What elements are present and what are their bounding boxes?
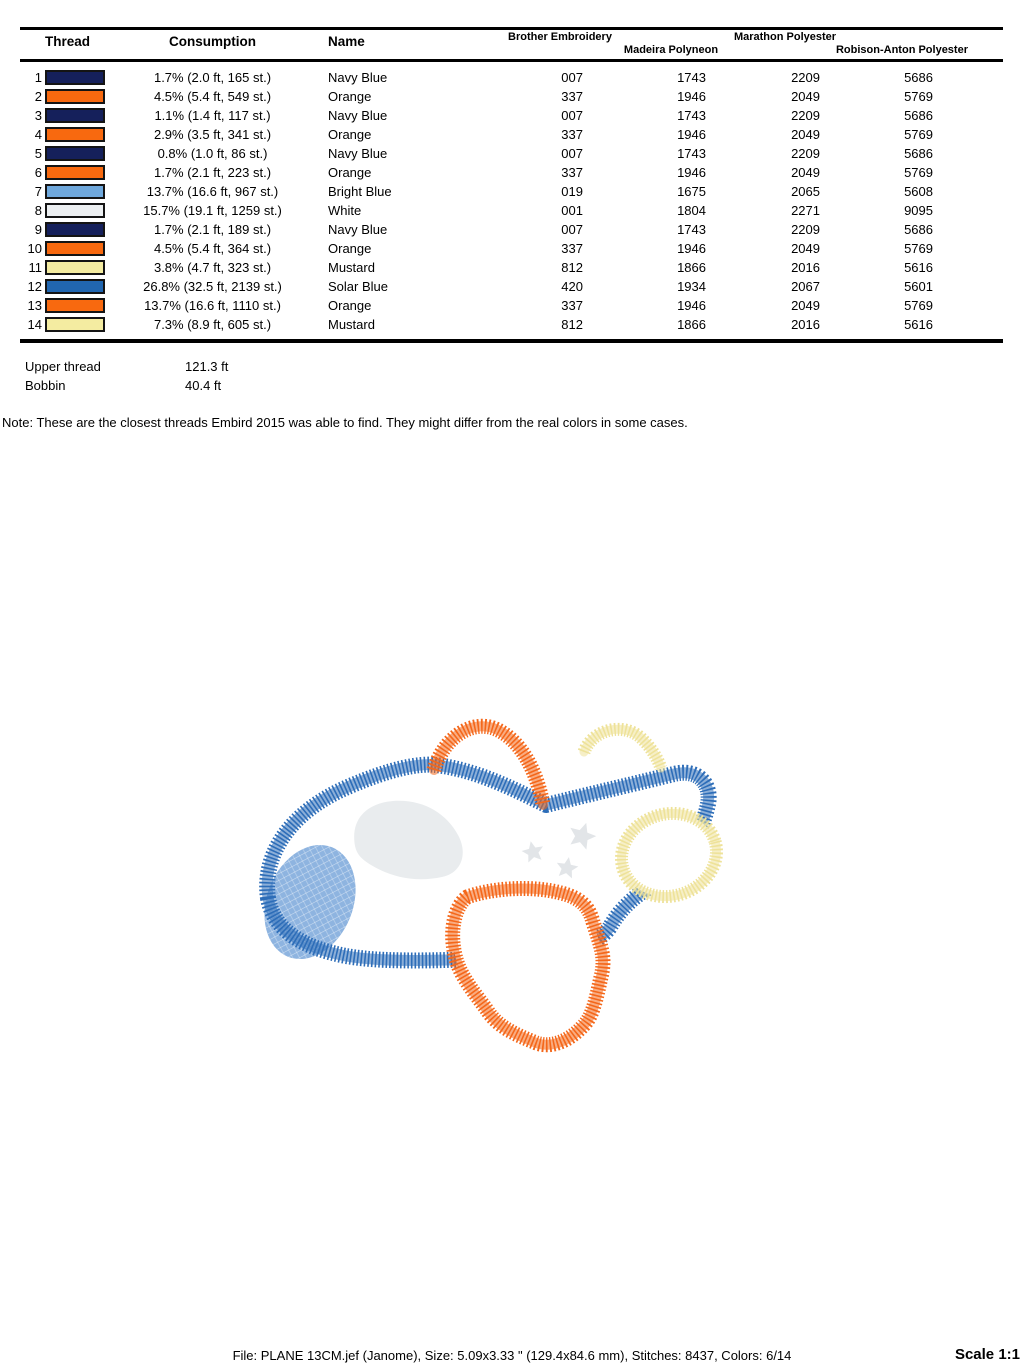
thread-color-swatch — [45, 260, 105, 275]
thread-color-swatch — [45, 146, 105, 161]
table-row — [20, 220, 1003, 239]
thread-table — [20, 68, 1003, 334]
code-marathon-polyester: 2049 — [791, 89, 820, 104]
code-brother-embroidery: 337 — [561, 241, 583, 256]
thread-consumption: 15.7% (19.1 ft, 1259 st.) — [143, 203, 282, 218]
column-header-thread: Thread — [44, 34, 90, 49]
upper-thread-row — [25, 357, 228, 376]
thread-swatch-cell — [45, 298, 115, 313]
star-icons — [520, 819, 599, 879]
table-row — [20, 87, 1003, 106]
thread-swatch-cell — [45, 260, 115, 275]
code-brother-embroidery: 007 — [561, 70, 583, 85]
star-icon — [555, 855, 580, 879]
code-robison-anton-polyester: 5769 — [904, 89, 933, 104]
thread-swatch-cell — [45, 222, 115, 237]
table-row — [20, 106, 1003, 125]
code-madeira-polyneon: 1866 — [677, 260, 706, 275]
code-brother-embroidery: 337 — [561, 298, 583, 313]
thread-name: Bright Blue — [328, 184, 392, 199]
upper-thread-value: 121.3 ft — [185, 359, 229, 374]
thread-consumption: 1.1% (1.4 ft, 117 st.) — [154, 108, 271, 123]
code-marathon-polyester: 2271 — [791, 203, 820, 218]
thread-number: 8 — [34, 203, 42, 218]
column-header-brother-embroidery: Brother Embroidery — [508, 31, 612, 43]
code-robison-anton-polyester: 9095 — [904, 203, 933, 218]
thread-number: 4 — [34, 127, 42, 142]
code-marathon-polyester: 2065 — [791, 184, 820, 199]
code-madeira-polyneon: 1743 — [677, 146, 706, 161]
code-robison-anton-polyester: 5686 — [904, 108, 933, 123]
thread-name: Solar Blue — [328, 279, 388, 294]
table-row — [20, 201, 1003, 220]
thread-color-swatch — [45, 127, 105, 142]
code-robison-anton-polyester: 5769 — [904, 165, 933, 180]
code-brother-embroidery: 337 — [561, 127, 583, 142]
upper-thread-label: Upper thread — [25, 359, 101, 374]
column-header-marathon-polyester: Marathon Polyester — [733, 31, 837, 43]
footer-file-info: File: PLANE 13CM.jef (Janome), Size: 5.09x3.33 " (129.4x84.6 mm), Stitches: 8437, Colors: 6/14 — [232, 1348, 792, 1363]
thread-number: 9 — [34, 222, 42, 237]
table-row — [20, 277, 1003, 296]
code-robison-anton-polyester: 5686 — [904, 146, 933, 161]
column-header-robison-anton-polyester: Robison-Anton Polyester — [835, 44, 968, 56]
code-brother-embroidery: 007 — [561, 146, 583, 161]
thread-consumption: 1.7% (2.1 ft, 223 st.) — [153, 165, 272, 180]
thread-name: Mustard — [328, 317, 375, 332]
code-robison-anton-polyester: 5616 — [904, 317, 933, 332]
thread-name: Orange — [328, 89, 372, 104]
thread-name: Navy Blue — [328, 70, 388, 85]
code-brother-embroidery: 007 — [561, 222, 583, 237]
thread-number: 12 — [27, 279, 42, 294]
thread-number: 13 — [27, 298, 42, 313]
code-robison-anton-polyester: 5769 — [904, 298, 933, 313]
thread-color-swatch — [45, 317, 105, 332]
thread-name: Orange — [328, 241, 372, 256]
table-row — [20, 68, 1003, 87]
thread-swatch-cell — [45, 203, 115, 218]
thread-swatch-cell — [45, 184, 115, 199]
code-brother-embroidery: 019 — [561, 184, 583, 199]
table-row — [20, 125, 1003, 144]
thread-consumption: 13.7% (16.6 ft, 967 st.) — [146, 184, 279, 199]
thread-color-swatch — [45, 222, 105, 237]
thread-name: Navy Blue — [328, 222, 388, 237]
code-brother-embroidery: 812 — [561, 260, 583, 275]
thread-consumption: 26.8% (32.5 ft, 2139 st.) — [143, 279, 282, 294]
column-header-madeira-polyneon: Madeira Polyneon — [623, 44, 719, 56]
table-bottom-rule — [20, 339, 1003, 343]
code-madeira-polyneon: 1946 — [677, 89, 706, 104]
code-madeira-polyneon: 1675 — [677, 184, 706, 199]
thread-color-swatch — [45, 298, 105, 313]
thread-swatch-cell — [45, 279, 115, 294]
thread-number: 3 — [34, 108, 42, 123]
thread-consumption: 0.8% (1.0 ft, 86 st.) — [157, 146, 268, 161]
table-row — [20, 296, 1003, 315]
thread-number: 10 — [27, 241, 42, 256]
code-brother-embroidery: 337 — [561, 89, 583, 104]
thread-swatch-cell — [45, 70, 115, 85]
thread-number: 11 — [28, 260, 42, 275]
thread-swatch-cell — [45, 165, 115, 180]
code-marathon-polyester: 2209 — [791, 70, 820, 85]
thread-color-swatch — [45, 70, 105, 85]
thread-name: White — [328, 203, 362, 218]
code-madeira-polyneon: 1866 — [677, 317, 706, 332]
table-top-rule — [20, 27, 1003, 30]
table-row — [20, 163, 1003, 182]
thread-color-swatch — [45, 241, 105, 256]
thread-number: 6 — [34, 165, 42, 180]
thread-name: Navy Blue — [328, 108, 388, 123]
thread-number: 14 — [27, 317, 42, 332]
code-robison-anton-polyester: 5686 — [904, 222, 933, 237]
thread-swatch-cell — [45, 108, 115, 123]
code-robison-anton-polyester: 5601 — [904, 279, 933, 294]
code-marathon-polyester: 2209 — [791, 108, 820, 123]
code-robison-anton-polyester: 5769 — [904, 127, 933, 142]
thread-number: 2 — [34, 89, 42, 104]
code-madeira-polyneon: 1743 — [677, 108, 706, 123]
column-header-name: Name — [328, 34, 365, 49]
bobbin-value: 40.4 ft — [185, 378, 222, 393]
thread-number: 7 — [34, 184, 42, 199]
code-madeira-polyneon: 1804 — [677, 203, 706, 218]
thread-color-swatch — [45, 279, 105, 294]
code-madeira-polyneon: 1946 — [677, 298, 706, 313]
thread-consumption: 7.3% (8.9 ft, 605 st.) — [153, 317, 272, 332]
thread-color-swatch — [45, 203, 105, 218]
code-marathon-polyester: 2209 — [791, 222, 820, 237]
code-marathon-polyester: 2049 — [791, 298, 820, 313]
code-marathon-polyester: 2067 — [791, 279, 820, 294]
design-preview — [250, 706, 770, 1076]
code-robison-anton-polyester: 5608 — [904, 184, 933, 199]
plane-window-fill — [354, 801, 463, 879]
code-madeira-polyneon: 1946 — [677, 127, 706, 142]
code-marathon-polyester: 2016 — [791, 317, 820, 332]
thread-name: Navy Blue — [328, 146, 388, 161]
code-madeira-polyneon: 1946 — [677, 241, 706, 256]
thread-color-swatch — [45, 165, 105, 180]
thread-number: 5 — [34, 146, 42, 161]
thread-name: Orange — [328, 165, 372, 180]
code-marathon-polyester: 2049 — [791, 241, 820, 256]
thread-color-swatch — [45, 89, 105, 104]
star-icon — [520, 839, 546, 863]
thread-swatch-cell — [45, 317, 115, 332]
table-row — [20, 182, 1003, 201]
code-madeira-polyneon: 1946 — [677, 165, 706, 180]
code-madeira-polyneon: 1743 — [677, 222, 706, 237]
table-row — [20, 239, 1003, 258]
bobbin-row — [25, 376, 228, 395]
code-madeira-polyneon: 1934 — [677, 279, 706, 294]
thread-consumption: 1.7% (2.0 ft, 165 st.) — [153, 70, 272, 85]
thread-consumption: 4.5% (5.4 ft, 364 st.) — [153, 241, 272, 256]
table-row — [20, 258, 1003, 277]
code-marathon-polyester: 2049 — [791, 127, 820, 142]
thread-color-swatch — [45, 184, 105, 199]
note-text: Note: These are the closest threads Embird 2015 was able to find. They might differ from the real colors in some cases. — [2, 415, 688, 430]
thread-number: 1 — [34, 70, 42, 85]
thread-name: Mustard — [328, 260, 375, 275]
table-row — [20, 315, 1003, 334]
thread-swatch-cell — [45, 127, 115, 142]
thread-consumption: 2.9% (3.5 ft, 341 st.) — [153, 127, 272, 142]
bobbin-label: Bobbin — [25, 378, 66, 393]
table-row — [20, 144, 1003, 163]
thread-color-swatch — [45, 108, 105, 123]
thread-name: Orange — [328, 127, 372, 142]
code-robison-anton-polyester: 5616 — [904, 260, 933, 275]
plane-wing-outline — [453, 888, 603, 1044]
header-bottom-rule — [20, 59, 1003, 62]
code-brother-embroidery: 420 — [561, 279, 583, 294]
thread-swatch-cell — [45, 146, 115, 161]
code-marathon-polyester: 2016 — [791, 260, 820, 275]
plane-tail-accent-outline — [584, 729, 661, 768]
thread-consumption: 1.7% (2.1 ft, 189 st.) — [153, 222, 272, 237]
code-marathon-polyester: 2209 — [791, 146, 820, 161]
star-icon — [565, 819, 599, 852]
column-header-consumption: Consumption — [169, 34, 256, 49]
thread-consumption: 3.8% (4.7 ft, 323 st.) — [153, 260, 272, 275]
thread-name: Orange — [328, 298, 372, 313]
code-robison-anton-polyester: 5769 — [904, 241, 933, 256]
code-brother-embroidery: 007 — [561, 108, 583, 123]
thread-consumption: 4.5% (5.4 ft, 549 st.) — [153, 89, 272, 104]
thread-consumption: 13.7% (16.6 ft, 1110 st.) — [144, 298, 281, 313]
consumption-summary — [25, 357, 228, 395]
code-madeira-polyneon: 1743 — [677, 70, 706, 85]
thread-swatch-cell — [45, 89, 115, 104]
code-robison-anton-polyester: 5686 — [904, 70, 933, 85]
code-brother-embroidery: 812 — [561, 317, 583, 332]
code-brother-embroidery: 001 — [561, 203, 583, 218]
footer-scale-label: Scale 1:1 — [954, 1346, 1020, 1363]
thread-swatch-cell — [45, 241, 115, 256]
code-brother-embroidery: 337 — [561, 165, 583, 180]
code-marathon-polyester: 2049 — [791, 165, 820, 180]
